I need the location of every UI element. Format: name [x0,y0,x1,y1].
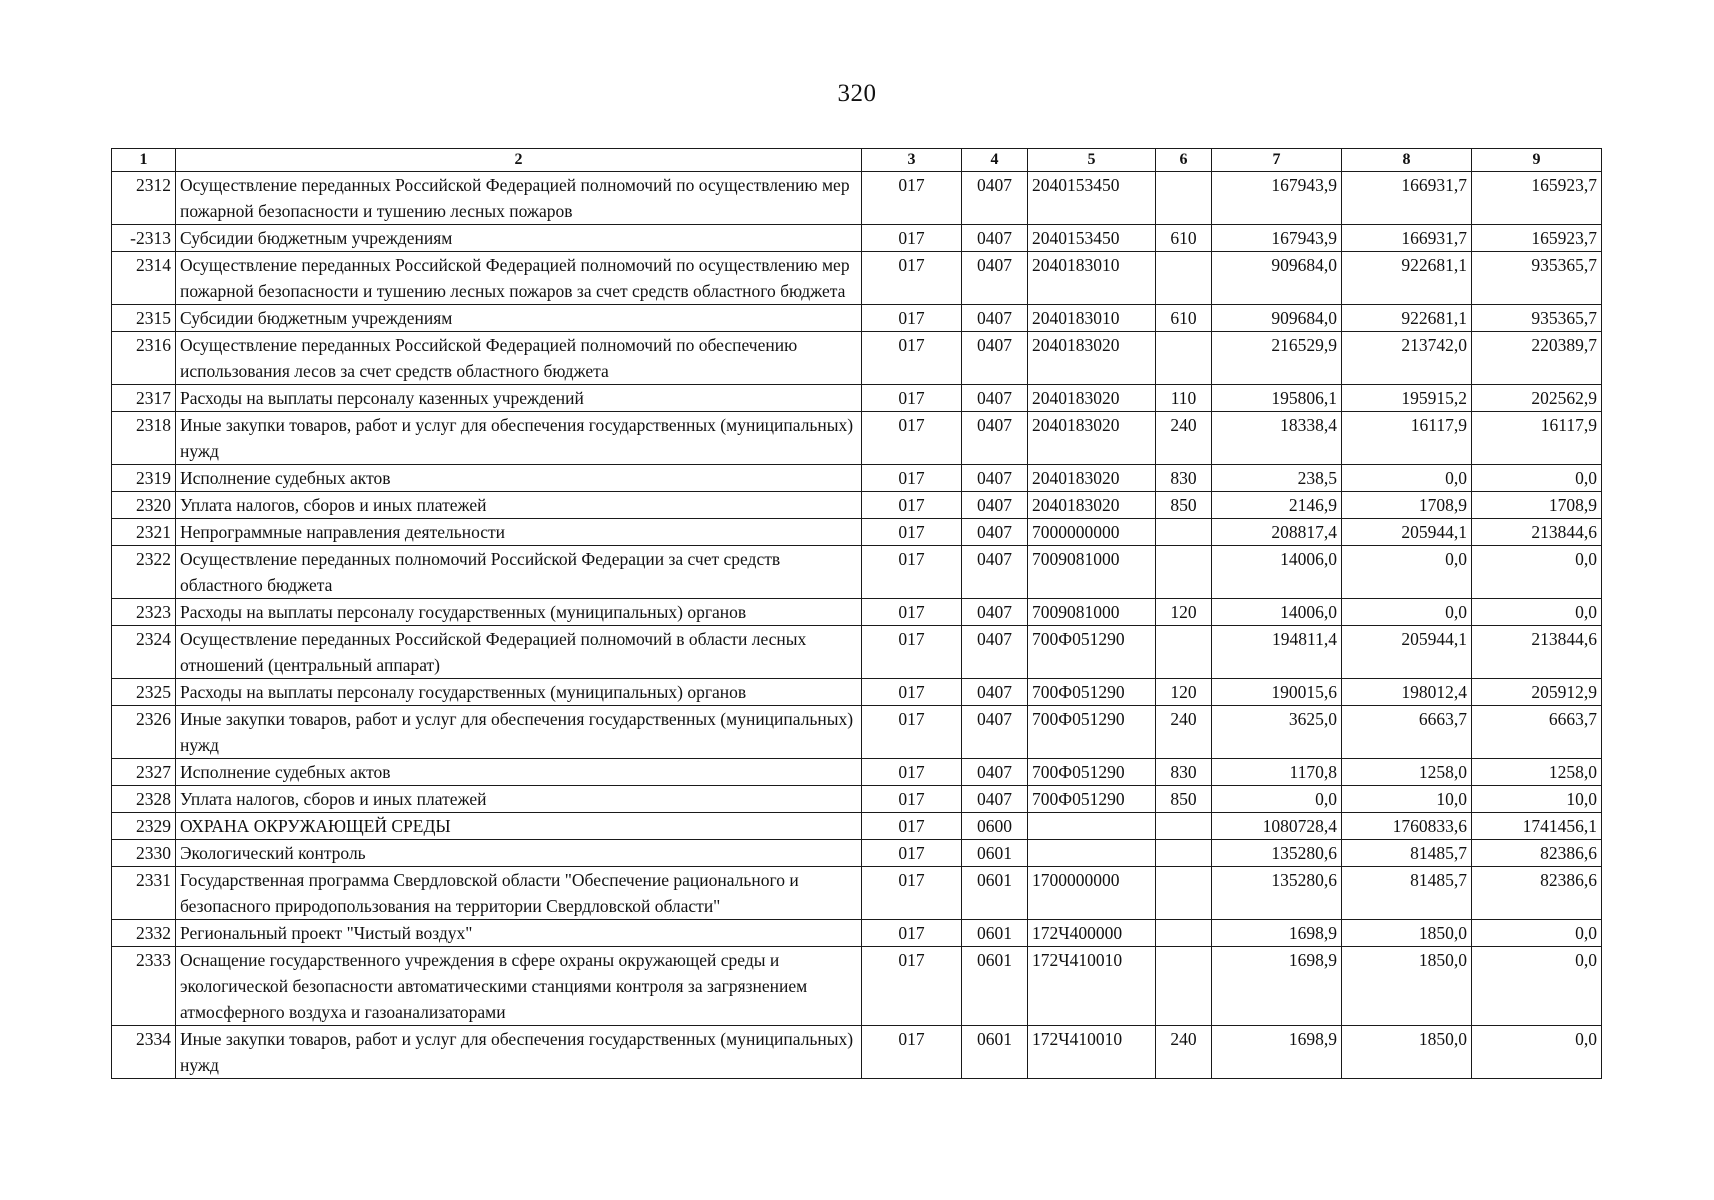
value-col9-cell: 202562,9 [1472,385,1602,412]
expense-type-cell: 610 [1156,225,1212,252]
value-col8-cell: 166931,7 [1342,172,1472,225]
section-code-cell: 0601 [962,1026,1028,1079]
table-row [112,465,1602,492]
section-code-cell: 0407 [962,679,1028,706]
ministry-code-cell: 017 [862,626,962,679]
table-row [112,385,1602,412]
value-col9-cell: 935365,7 [1472,305,1602,332]
expense-type-cell [1156,626,1212,679]
value-col7-cell: 167943,9 [1212,172,1342,225]
value-col8-cell: 1850,0 [1342,947,1472,1026]
section-code-cell: 0601 [962,867,1028,920]
section-code-cell: 0407 [962,332,1028,385]
table-row [112,867,1602,920]
value-col9-cell: 0,0 [1472,920,1602,947]
section-code-cell: 0601 [962,920,1028,947]
section-code-cell: 0407 [962,519,1028,546]
value-col8-cell: 10,0 [1342,786,1472,813]
section-code-cell: 0407 [962,492,1028,519]
expense-type-cell: 610 [1156,305,1212,332]
row-number-cell: 2323 [112,599,176,626]
section-code-cell: 0407 [962,252,1028,305]
value-col9-cell: 1741456,1 [1472,813,1602,840]
ministry-code-cell: 017 [862,840,962,867]
expense-type-cell [1156,252,1212,305]
target-code-cell: 700Ф051290 [1028,679,1156,706]
column-header: 8 [1342,149,1472,172]
expense-type-cell: 120 [1156,599,1212,626]
section-code-cell: 0407 [962,305,1028,332]
value-col8-cell: 922681,1 [1342,252,1472,305]
value-col8-cell: 0,0 [1342,599,1472,626]
table-row [112,759,1602,786]
value-col9-cell: 213844,6 [1472,519,1602,546]
target-code-cell: 172Ч410010 [1028,1026,1156,1079]
table-row [112,172,1602,225]
row-name-cell: ОХРАНА ОКРУЖАЮЩЕЙ СРЕДЫ [176,813,862,840]
value-col8-cell: 198012,4 [1342,679,1472,706]
table-row [112,786,1602,813]
row-number-cell: 2330 [112,840,176,867]
ministry-code-cell: 017 [862,786,962,813]
section-code-cell: 0407 [962,172,1028,225]
target-code-cell: 172Ч410010 [1028,947,1156,1026]
value-col9-cell: 10,0 [1472,786,1602,813]
table-row [112,546,1602,599]
value-col8-cell: 1708,9 [1342,492,1472,519]
row-number-cell: 2328 [112,786,176,813]
value-col9-cell: 0,0 [1472,599,1602,626]
ministry-code-cell: 017 [862,1026,962,1079]
column-header: 7 [1212,149,1342,172]
value-col9-cell: 165923,7 [1472,172,1602,225]
value-col9-cell: 165923,7 [1472,225,1602,252]
row-number-cell: -2313 [112,225,176,252]
row-name-cell: Осуществление переданных Российской Федерацией полномочий по осуществлению мер пожарной безопасности и тушению лесных пожаров [176,172,862,225]
value-col9-cell: 205912,9 [1472,679,1602,706]
value-col7-cell: 1170,8 [1212,759,1342,786]
value-col9-cell: 1708,9 [1472,492,1602,519]
ministry-code-cell: 017 [862,679,962,706]
value-col8-cell: 1850,0 [1342,920,1472,947]
table-row [112,492,1602,519]
row-number-cell: 2326 [112,706,176,759]
value-col8-cell: 1850,0 [1342,1026,1472,1079]
row-name-cell: Осуществление переданных Российской Федерацией полномочий в области лесных отношений (центральный аппарат) [176,626,862,679]
row-name-cell: Осуществление переданных Российской Федерацией полномочий по осуществлению мер пожарной безопасности и тушению лесных пожаров за счет средств областного бюджета [176,252,862,305]
target-code-cell: 1700000000 [1028,867,1156,920]
value-col7-cell: 1080728,4 [1212,813,1342,840]
value-col9-cell: 6663,7 [1472,706,1602,759]
value-col7-cell: 194811,4 [1212,626,1342,679]
row-name-cell: Исполнение судебных актов [176,759,862,786]
ministry-code-cell: 017 [862,599,962,626]
target-code-cell: 700Ф051290 [1028,626,1156,679]
ministry-code-cell: 017 [862,867,962,920]
ministry-code-cell: 017 [862,706,962,759]
value-col8-cell: 81485,7 [1342,840,1472,867]
row-number-cell: 2312 [112,172,176,225]
expense-type-cell [1156,947,1212,1026]
row-number-cell: 2327 [112,759,176,786]
section-code-cell: 0600 [962,813,1028,840]
row-number-cell: 2314 [112,252,176,305]
row-number-cell: 2334 [112,1026,176,1079]
table-row [112,947,1602,1026]
value-col7-cell: 18338,4 [1212,412,1342,465]
column-header: 2 [176,149,862,172]
column-header: 9 [1472,149,1602,172]
target-code-cell: 2040183010 [1028,252,1156,305]
row-name-cell: Уплата налогов, сборов и иных платежей [176,492,862,519]
section-code-cell: 0407 [962,626,1028,679]
value-col9-cell: 220389,7 [1472,332,1602,385]
table-row [112,305,1602,332]
expense-type-cell [1156,813,1212,840]
target-code-cell: 2040183020 [1028,465,1156,492]
section-code-cell: 0407 [962,225,1028,252]
expense-type-cell: 240 [1156,706,1212,759]
ministry-code-cell: 017 [862,305,962,332]
column-header: 1 [112,149,176,172]
table-row [112,332,1602,385]
expense-type-cell: 110 [1156,385,1212,412]
section-code-cell: 0407 [962,759,1028,786]
column-header: 5 [1028,149,1156,172]
table-body [112,172,1602,1079]
value-col7-cell: 238,5 [1212,465,1342,492]
value-col7-cell: 1698,9 [1212,1026,1342,1079]
table-header-row [112,149,1602,172]
value-col7-cell: 167943,9 [1212,225,1342,252]
section-code-cell: 0407 [962,546,1028,599]
expense-type-cell: 240 [1156,1026,1212,1079]
row-name-cell: Осуществление переданных полномочий Российской Федерации за счет средств областного бюджета [176,546,862,599]
section-code-cell: 0407 [962,786,1028,813]
value-col7-cell: 0,0 [1212,786,1342,813]
target-code-cell: 700Ф051290 [1028,786,1156,813]
target-code-cell: 2040153450 [1028,172,1156,225]
row-number-cell: 2332 [112,920,176,947]
value-col7-cell: 14006,0 [1212,599,1342,626]
table-row [112,412,1602,465]
section-code-cell: 0601 [962,947,1028,1026]
value-col9-cell: 0,0 [1472,546,1602,599]
table-row [112,519,1602,546]
row-number-cell: 2319 [112,465,176,492]
target-code-cell [1028,813,1156,840]
value-col9-cell: 82386,6 [1472,840,1602,867]
column-header: 6 [1156,149,1212,172]
budget-table [111,148,1602,1079]
row-number-cell: 2320 [112,492,176,519]
value-col7-cell: 190015,6 [1212,679,1342,706]
target-code-cell: 2040183020 [1028,332,1156,385]
row-number-cell: 2329 [112,813,176,840]
value-col8-cell: 205944,1 [1342,519,1472,546]
target-code-cell: 700Ф051290 [1028,706,1156,759]
value-col9-cell: 0,0 [1472,947,1602,1026]
row-name-cell: Уплата налогов, сборов и иных платежей [176,786,862,813]
target-code-cell: 2040153450 [1028,225,1156,252]
target-code-cell: 7000000000 [1028,519,1156,546]
target-code-cell: 7009081000 [1028,599,1156,626]
section-code-cell: 0407 [962,385,1028,412]
target-code-cell: 2040183020 [1028,492,1156,519]
page-number: 320 [837,80,877,107]
value-col7-cell: 1698,9 [1212,920,1342,947]
ministry-code-cell: 017 [862,332,962,385]
value-col7-cell: 135280,6 [1212,840,1342,867]
value-col8-cell: 1258,0 [1342,759,1472,786]
expense-type-cell [1156,332,1212,385]
section-code-cell: 0407 [962,706,1028,759]
ministry-code-cell: 017 [862,947,962,1026]
row-name-cell: Непрограммные направления деятельности [176,519,862,546]
table-row [112,225,1602,252]
value-col7-cell: 2146,9 [1212,492,1342,519]
table-row [112,626,1602,679]
row-number-cell: 2324 [112,626,176,679]
section-code-cell: 0407 [962,465,1028,492]
ministry-code-cell: 017 [862,759,962,786]
row-name-cell: Субсидии бюджетным учреждениям [176,225,862,252]
expense-type-cell: 850 [1156,492,1212,519]
row-number-cell: 2333 [112,947,176,1026]
ministry-code-cell: 017 [862,385,962,412]
value-col8-cell: 6663,7 [1342,706,1472,759]
target-code-cell: 2040183020 [1028,412,1156,465]
ministry-code-cell: 017 [862,172,962,225]
value-col8-cell: 81485,7 [1342,867,1472,920]
row-number-cell: 2321 [112,519,176,546]
value-col7-cell: 909684,0 [1212,252,1342,305]
row-name-cell: Расходы на выплаты персоналу государственных (муниципальных) органов [176,599,862,626]
row-number-cell: 2331 [112,867,176,920]
ministry-code-cell: 017 [862,813,962,840]
ministry-code-cell: 017 [862,519,962,546]
expense-type-cell: 850 [1156,786,1212,813]
expense-type-cell: 240 [1156,412,1212,465]
target-code-cell: 700Ф051290 [1028,759,1156,786]
row-number-cell: 2316 [112,332,176,385]
row-number-cell: 2318 [112,412,176,465]
value-col8-cell: 16117,9 [1342,412,1472,465]
section-code-cell: 0407 [962,412,1028,465]
value-col9-cell: 213844,6 [1472,626,1602,679]
expense-type-cell [1156,519,1212,546]
table-row [112,252,1602,305]
row-name-cell: Иные закупки товаров, работ и услуг для обеспечения государственных (муниципальных) нужд [176,412,862,465]
column-header: 3 [862,149,962,172]
row-name-cell: Расходы на выплаты персоналу казенных учреждений [176,385,862,412]
row-name-cell: Экологический контроль [176,840,862,867]
expense-type-cell [1156,867,1212,920]
expense-type-cell [1156,546,1212,599]
value-col7-cell: 14006,0 [1212,546,1342,599]
ministry-code-cell: 017 [862,225,962,252]
table-row [112,840,1602,867]
value-col8-cell: 1760833,6 [1342,813,1472,840]
expense-type-cell: 830 [1156,759,1212,786]
section-code-cell: 0601 [962,840,1028,867]
row-name-cell: Оснащение государственного учреждения в сфере охраны окружающей среды и экологической безопасности автоматическими станциями контроля за загрязнением атмосферного воздуха и газоанализаторами [176,947,862,1026]
ministry-code-cell: 017 [862,492,962,519]
target-code-cell: 7009081000 [1028,546,1156,599]
row-name-cell: Региональный проект "Чистый воздух" [176,920,862,947]
row-name-cell: Расходы на выплаты персоналу государственных (муниципальных) органов [176,679,862,706]
value-col8-cell: 0,0 [1342,465,1472,492]
value-col8-cell: 166931,7 [1342,225,1472,252]
value-col9-cell: 1258,0 [1472,759,1602,786]
expense-type-cell [1156,920,1212,947]
table-row [112,920,1602,947]
column-header: 4 [962,149,1028,172]
table-row [112,706,1602,759]
expense-type-cell: 120 [1156,679,1212,706]
ministry-code-cell: 017 [862,546,962,599]
value-col8-cell: 922681,1 [1342,305,1472,332]
expense-type-cell [1156,840,1212,867]
row-number-cell: 2325 [112,679,176,706]
row-number-cell: 2317 [112,385,176,412]
row-name-cell: Субсидии бюджетным учреждениям [176,305,862,332]
target-code-cell: 172Ч400000 [1028,920,1156,947]
section-code-cell: 0407 [962,599,1028,626]
value-col9-cell: 935365,7 [1472,252,1602,305]
row-name-cell: Государственная программа Свердловской области "Обеспечение рационального и безопасного природопользования на территории Свердловской области" [176,867,862,920]
value-col7-cell: 135280,6 [1212,867,1342,920]
target-code-cell [1028,840,1156,867]
value-col9-cell: 0,0 [1472,465,1602,492]
row-name-cell: Исполнение судебных актов [176,465,862,492]
row-name-cell: Иные закупки товаров, работ и услуг для обеспечения государственных (муниципальных) нужд [176,706,862,759]
ministry-code-cell: 017 [862,465,962,492]
target-code-cell: 2040183010 [1028,305,1156,332]
ministry-code-cell: 017 [862,252,962,305]
table-row [112,813,1602,840]
value-col7-cell: 1698,9 [1212,947,1342,1026]
ministry-code-cell: 017 [862,920,962,947]
expense-type-cell [1156,172,1212,225]
value-col9-cell: 82386,6 [1472,867,1602,920]
value-col7-cell: 195806,1 [1212,385,1342,412]
value-col8-cell: 0,0 [1342,546,1472,599]
value-col8-cell: 195915,2 [1342,385,1472,412]
value-col7-cell: 216529,9 [1212,332,1342,385]
value-col9-cell: 16117,9 [1472,412,1602,465]
row-name-cell: Иные закупки товаров, работ и услуг для обеспечения государственных (муниципальных) нужд [176,1026,862,1079]
row-name-cell: Осуществление переданных Российской Федерацией полномочий по обеспечению использования лесов за счет средств областного бюджета [176,332,862,385]
value-col9-cell: 0,0 [1472,1026,1602,1079]
value-col7-cell: 3625,0 [1212,706,1342,759]
value-col7-cell: 909684,0 [1212,305,1342,332]
table-row [112,679,1602,706]
row-number-cell: 2322 [112,546,176,599]
table-row [112,1026,1602,1079]
ministry-code-cell: 017 [862,412,962,465]
table-row [112,599,1602,626]
expense-type-cell: 830 [1156,465,1212,492]
value-col8-cell: 213742,0 [1342,332,1472,385]
value-col7-cell: 208817,4 [1212,519,1342,546]
row-number-cell: 2315 [112,305,176,332]
value-col8-cell: 205944,1 [1342,626,1472,679]
target-code-cell: 2040183020 [1028,385,1156,412]
